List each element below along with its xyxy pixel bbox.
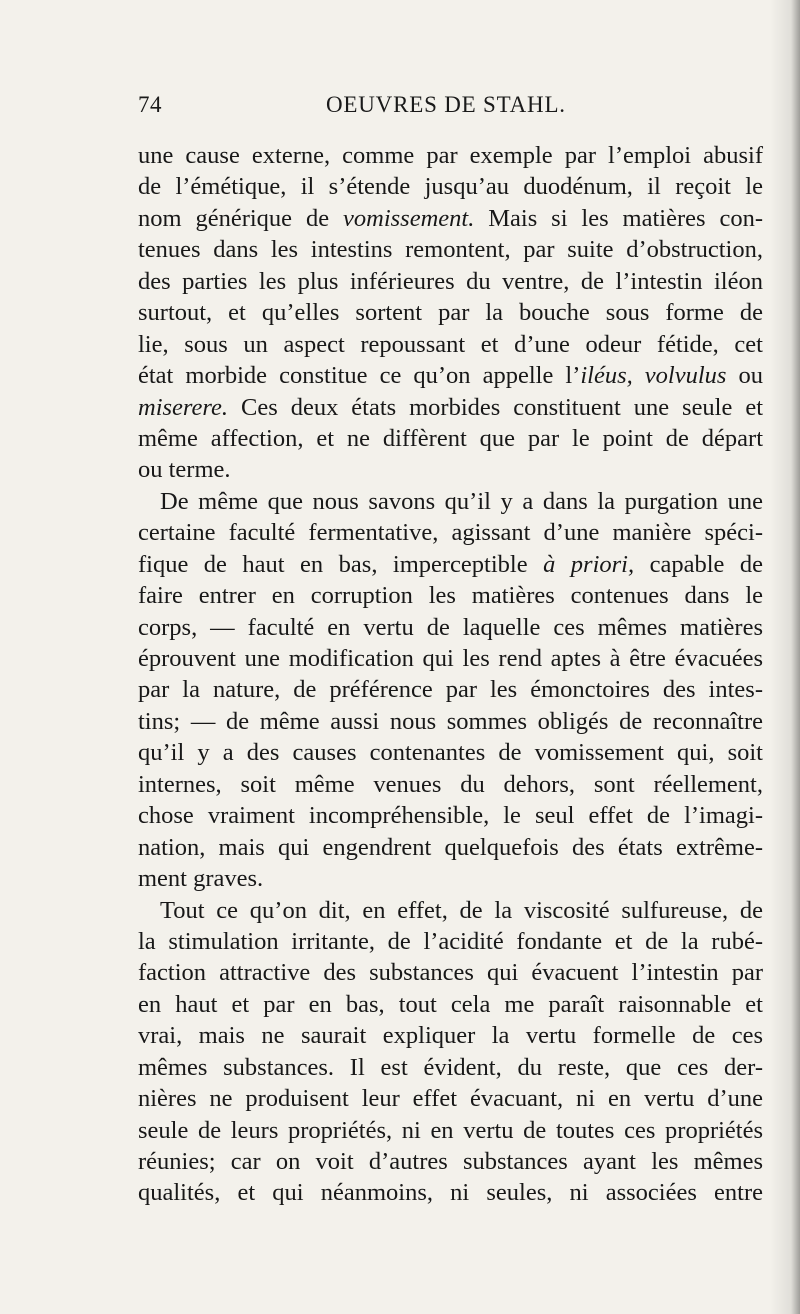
text-run: lie, sous un aspect repoussant et d’une odeur fétide, cet: [138, 330, 763, 358]
text-run: ou: [726, 362, 763, 390]
italic-text: miserere.: [138, 393, 229, 421]
text-line: [138, 895, 763, 926]
text-run: qu’il y a des causes contenantes de vomissement qui, soit: [138, 739, 763, 767]
text-line: [138, 674, 763, 705]
text-line: [138, 549, 763, 580]
text-run: par la nature, de préférence par les émonctoires des intes-: [138, 676, 763, 704]
italic-text: à priori,: [543, 550, 635, 578]
text-run: Ces deux états morbides constituent une seule et: [228, 393, 763, 421]
text-line: [138, 234, 763, 265]
text-run: ou terme.: [138, 456, 231, 484]
text-line: [138, 1083, 763, 1114]
text-run: état morbide constitue ce qu’on appelle l’: [138, 362, 581, 390]
text-run: corps, — faculté en vertu de laquelle ces mêmes matières: [138, 613, 763, 641]
text-line: [138, 800, 763, 831]
text-run: tenues dans les intestins remontent, par suite d’obstruction,: [138, 236, 763, 264]
paragraph: [138, 486, 763, 895]
text-line: [138, 1177, 763, 1208]
text-run: internes, soit même venues du dehors, sont réellement,: [138, 770, 763, 798]
text-line: [138, 1115, 763, 1146]
text-line: [138, 392, 763, 423]
italic-text: iléus, volvulus: [580, 362, 727, 390]
text-run: tins; — de même aussi nous sommes obligés de reconnaître: [138, 707, 763, 735]
text-run: des parties les plus inférieures du ventre, de l’intestin iléon: [138, 267, 763, 295]
text-run: même affection, et ne diffèrent que par le point de départ: [138, 424, 763, 452]
text-line: [138, 423, 763, 454]
text-line: [138, 171, 763, 202]
text-run: certaine faculté fermentative, agissant d’une manière spéci-: [138, 519, 763, 547]
text-run: ment graves.: [138, 865, 264, 893]
text-run: éprouvent une modification qui les rend aptes à être évacuées: [138, 645, 763, 672]
text-run: Tout ce qu’on dit, en effet, de la viscosité sulfureuse, de: [160, 896, 763, 924]
italic-text: vomissement.: [343, 204, 475, 232]
page-edge-shadow: [770, 0, 800, 1314]
text-line: [138, 329, 763, 360]
text-line: [138, 297, 763, 328]
text-run: en haut et par en bas, tout cela me paraît raisonnable et: [138, 990, 763, 1018]
running-title: OEUVRES DE STAHL.: [326, 92, 566, 117]
text-run: faction attractive des substances qui évacuent l’intestin par: [138, 959, 763, 987]
text-line: [138, 957, 763, 988]
text-run: chose vraiment incompréhensible, le seul effet de l’imagi-: [138, 802, 763, 830]
text-line: [138, 580, 763, 611]
text-run: la stimulation irritante, de l’acidité fondante et de la rubé-: [138, 927, 763, 955]
text-line: [138, 1020, 763, 1051]
text-run: mêmes substances. Il est évident, du reste, que ces der-: [138, 1053, 763, 1081]
text-run: qualités, et qui néanmoins, ni seules, ni associées entre: [138, 1179, 763, 1207]
text-line: [138, 140, 763, 171]
text-line: [138, 863, 763, 894]
text-line: [138, 454, 763, 485]
text-line: [138, 1146, 763, 1177]
text-line: [138, 266, 763, 297]
text-line: [138, 517, 763, 548]
text-run: Mais si les matières con-: [474, 204, 763, 232]
text-run: capable de: [634, 550, 763, 578]
text-line: [138, 486, 763, 517]
text-run: surtout, et qu’elles sortent par la bouche sous forme de: [138, 299, 763, 327]
text-line: [138, 1052, 763, 1083]
text-line: [138, 203, 763, 234]
text-line: [138, 737, 763, 768]
text-run: seule de leurs propriétés, ni en vertu de toutes ces propriétés: [138, 1116, 763, 1144]
text-run: nom générique de: [138, 204, 344, 232]
text-line: [138, 926, 763, 957]
text-line: [138, 612, 763, 643]
running-head: [138, 92, 758, 128]
text-run: de l’émétique, il s’étende jusqu’au duodénum, il reçoit le: [138, 173, 763, 201]
text-line: [138, 643, 763, 674]
text-line: [138, 769, 763, 800]
text-line: [138, 706, 763, 737]
paragraph: [138, 140, 763, 486]
text-run: De même que nous savons qu’il y a dans la purgation une: [160, 487, 763, 515]
paragraph: [138, 895, 763, 1209]
text-run: nières ne produisent leur effet évacuant, ni en vertu d’une: [138, 1085, 763, 1113]
text-line: [138, 832, 763, 863]
text-run: faire entrer en corruption les matières contenues dans le: [138, 582, 763, 610]
text-line: [138, 989, 763, 1020]
text-run: une cause externe, comme par exemple par l’emploi abusif: [138, 142, 763, 169]
page-number: 74: [138, 92, 162, 117]
text-run: vrai, mais ne saurait expliquer la vertu formelle de ces: [138, 1022, 763, 1050]
text-run: réunies; car on voit d’autres substances ayant les mêmes: [138, 1148, 763, 1175]
text-run: nation, mais qui engendrent quelquefois des états extrême-: [138, 833, 763, 861]
text-line: [138, 360, 763, 391]
text-run: fique de haut en bas, imperceptible: [138, 550, 544, 578]
body-text: [138, 140, 763, 1209]
